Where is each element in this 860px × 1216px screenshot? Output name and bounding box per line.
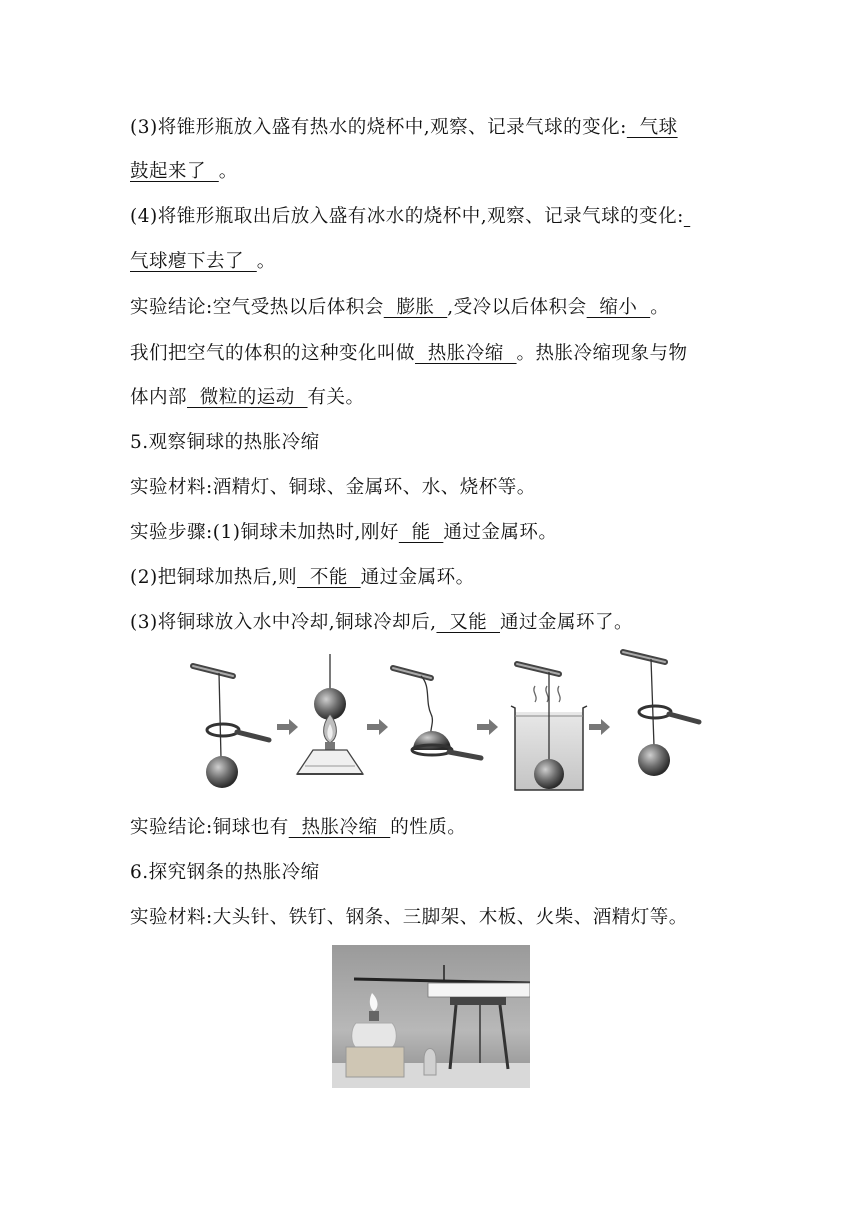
stage-3-ball-stuck-on-ring <box>393 668 481 758</box>
text-line-6 <box>130 342 688 366</box>
line-text: ,受冷以后体积会 <box>447 297 587 318</box>
line-text: 通过金属环了。 <box>500 612 634 633</box>
arrow-right-icon <box>367 719 388 735</box>
line-text: 实验材料:大头针、铁钉、钢条、三脚架、木板、火柴、酒精灯等。 <box>130 907 688 928</box>
line-text: 有关。 <box>307 387 365 408</box>
line-text: 。 <box>256 251 276 272</box>
steel-bar-experiment-photo <box>332 945 530 1088</box>
stage-5-ball-through-again <box>623 652 699 776</box>
text-line-3 <box>130 205 690 229</box>
text-line-7 <box>130 386 365 410</box>
answer-blank: 热胀冷缩 <box>288 817 391 838</box>
line-text: 。热胀冷缩现象与物 <box>516 343 688 364</box>
text-line-10 <box>130 521 557 545</box>
section-heading-6 <box>130 861 320 885</box>
text-line-2 <box>130 160 238 184</box>
text-line-13 <box>130 816 466 840</box>
line-text: 实验材料:酒精灯、铜球、金属环、水、烧杯等。 <box>130 477 536 498</box>
line-text: 我们把空气的体积的这种变化叫做 <box>130 343 416 364</box>
line-text: (4)将锥形瓶取出后放入盛有冰水的烧杯中,观察、记录气球的变化: <box>130 206 684 227</box>
line-text: 体内部 <box>130 387 188 408</box>
text-line-9 <box>130 476 536 500</box>
line-text: 实验结论:铜球也有 <box>130 817 289 838</box>
answer-blank: 微粒的运动 <box>187 387 308 408</box>
stage-4-cooling-in-water <box>511 664 587 790</box>
stage-2-heating-ball <box>297 654 363 774</box>
answer-blank: 热胀冷缩 <box>415 343 517 364</box>
answer-blank: 气球瘪下去了 <box>130 251 257 272</box>
answer-blank: 又能 <box>436 612 500 633</box>
answer-blank: 缩小 <box>586 297 651 318</box>
line-text: 通过金属环。 <box>360 567 475 588</box>
text-line-4 <box>130 250 276 274</box>
answer-blank: 气球 <box>626 117 678 138</box>
arrow-right-icon <box>277 719 298 735</box>
copper-ball-experiment-diagram <box>185 646 705 798</box>
text-line-11 <box>130 566 475 590</box>
arrow-right-icon <box>589 719 610 735</box>
line-text: 。 <box>650 297 670 318</box>
line-text: (2)把铜球加热后,则 <box>130 567 298 588</box>
answer-blank: 鼓起来了 <box>130 161 219 182</box>
line-text: 6.探究钢条的热胀冷缩 <box>130 862 320 883</box>
line-text: 通过金属环。 <box>443 522 558 543</box>
line-text: 实验步骤:(1)铜球未加热时,刚好 <box>130 522 399 543</box>
line-text: 的性质。 <box>390 817 467 838</box>
answer-blank: 能 <box>398 522 444 543</box>
arrow-right-icon <box>477 719 498 735</box>
stage-1-ball-through-ring <box>193 666 269 788</box>
text-line-1 <box>130 116 678 140</box>
section-heading-5 <box>130 431 320 455</box>
text-line-15 <box>130 906 688 930</box>
text-line-5 <box>130 296 669 320</box>
answer-blank: 不能 <box>297 567 361 588</box>
line-text: 实验结论:空气受热以后体积会 <box>130 297 384 318</box>
line-text: 。 <box>218 161 238 182</box>
line-text: (3)将锥形瓶放入盛有热水的烧杯中,观察、记录气球的变化: <box>130 117 627 138</box>
line-text: (3)将铜球放入水中冷却,铜球冷却后, <box>130 612 437 633</box>
text-line-12 <box>130 611 633 635</box>
answer-blank: 膨胀 <box>383 297 448 318</box>
answer-blank <box>684 206 690 227</box>
line-text: 5.观察铜球的热胀冷缩 <box>130 432 320 453</box>
